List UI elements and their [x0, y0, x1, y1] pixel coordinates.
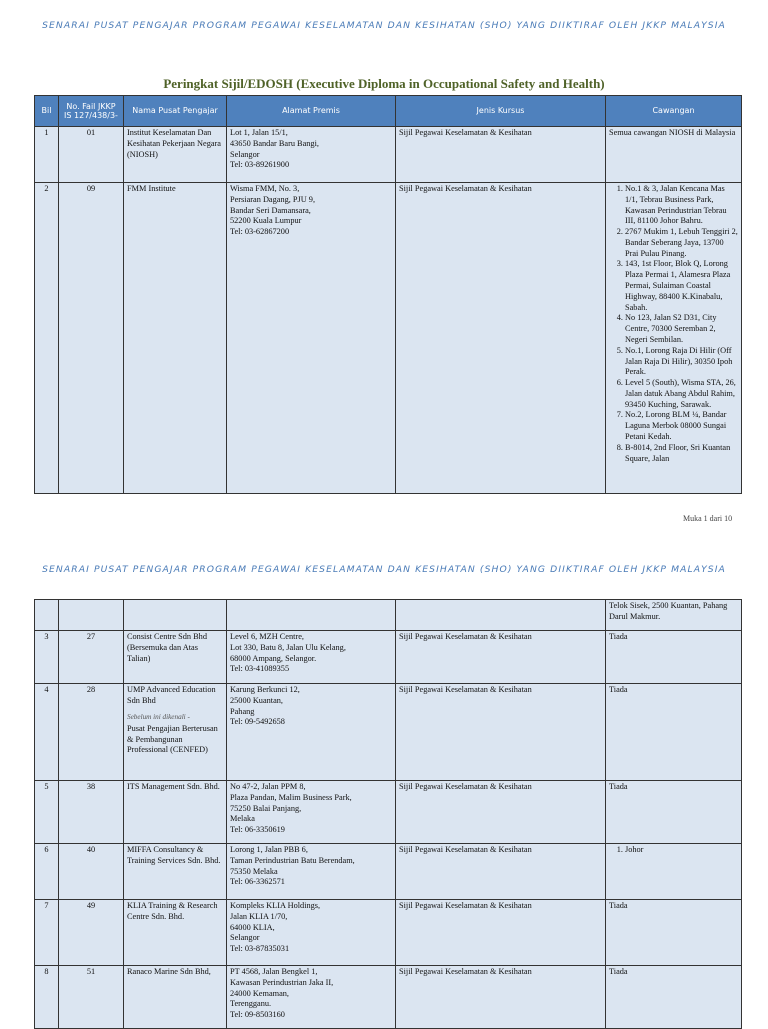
- cell-file-no: 51: [59, 966, 124, 1029]
- col-header-address: Alamat Premis: [227, 96, 396, 127]
- cell-name: MIFFA Consultancy & Training Services Sdn. Bhd.: [124, 844, 227, 900]
- address-line: Melaka: [230, 814, 255, 824]
- address-line: Tel: 03-62867200: [230, 227, 290, 237]
- table-row: [35, 631, 742, 684]
- table-row: [35, 600, 742, 631]
- address-line: Pahang: [230, 706, 255, 716]
- address-line: 68000 Ampang, Selangor.: [230, 653, 317, 663]
- center-name: UMP Advanced Education Sdn Bhd: [127, 685, 216, 705]
- address-line: Persiaran Dagang, PJU 9,: [230, 194, 316, 204]
- cell-bil: 5: [35, 781, 59, 844]
- cell-address: [227, 684, 396, 781]
- branch-item: 1. No.1 & 3, Jalan Kencana Mas 1/1, Tebrau Business Park, Kawasan Perindustrian Tebrau III, 81100 Johor Bahru.: [625, 184, 738, 227]
- address-line: Karung Berkunci 12,: [230, 685, 300, 694]
- address-line: PT 4568, Jalan Bengkel 1,: [230, 967, 318, 976]
- table-header-row: [35, 96, 742, 127]
- address-line: Lot 1, Jalan 15/1,: [230, 128, 288, 137]
- col-header-course: Jenis Kursus: [396, 96, 606, 127]
- branch-item: 5. No.1, Lorong Raja Di Hilir (Off Jalan Raja Di Hilir), 30350 Ipoh Perak.: [625, 346, 738, 378]
- address-line: 24000 Kemaman,: [230, 988, 289, 998]
- cell-bil: 2: [35, 183, 59, 494]
- address-line: Selangor: [230, 149, 260, 159]
- cell-branch: Tiada: [606, 900, 742, 966]
- cell-course: Sijil Pegawai Keselamatan & Kesihatan: [396, 781, 606, 844]
- col-header-bil: Bil: [35, 96, 59, 127]
- branch-item: 3. 143, 1st Floor, Blok Q, Lorong Plaza Permai 1, Alamesra Plaza Permai, Sulaiman Coastal Highway, 88400 K.Kinabalu, Sabah.: [625, 259, 738, 313]
- cell-address: [227, 127, 396, 183]
- cell-bil: 4: [35, 684, 59, 781]
- address-line: 75350 Melaka: [230, 866, 278, 876]
- table-row: [35, 844, 742, 900]
- cell-name: FMM Institute: [124, 183, 227, 494]
- cell-branch-continuation: Telok Sisek, 2500 Kuantan, Pahang Darul Makmur.: [606, 600, 742, 631]
- cell-course: Sijil Pegawai Keselamatan & Kesihatan: [396, 127, 606, 183]
- table-row: [35, 966, 742, 1029]
- table-row: [35, 781, 742, 844]
- cell-branch: [606, 844, 742, 900]
- cell-address: [227, 631, 396, 684]
- branch-item: 6. Level 5 (South), Wisma STA, 26, Jalan datuk Abang Abdul Rahim, 93450 Kuching, Sarawak.: [625, 378, 738, 410]
- cell-address: [227, 183, 396, 494]
- address-line: Kawasan Perindustrian Jaka II,: [230, 977, 334, 987]
- branch-list: [609, 184, 738, 464]
- cell-branch: Tiada: [606, 966, 742, 1029]
- address-line: No 47-2, Jalan PPM 8,: [230, 782, 306, 791]
- cell-address: [227, 844, 396, 900]
- cell-file-no: 28: [59, 684, 124, 781]
- cell-address: [227, 900, 396, 966]
- col-header-name: Nama Pusat Pengajar: [124, 96, 227, 127]
- cell-name: Ranaco Marine Sdn Bhd,: [124, 966, 227, 1029]
- cell-course: Sijil Pegawai Keselamatan & Kesihatan: [396, 966, 606, 1029]
- address-line: 43650 Bandar Baru Bangi,: [230, 138, 319, 148]
- cell-file-no: 27: [59, 631, 124, 684]
- cell-course: Sijil Pegawai Keselamatan & Kesihatan: [396, 684, 606, 781]
- cell-address: [227, 966, 396, 1029]
- branch-item: 8. B-8014, 2nd Floor, Sri Kuantan Square, Jalan: [625, 443, 738, 465]
- cell-branch: Tiada: [606, 631, 742, 684]
- address-line: Terengganu.: [230, 999, 272, 1009]
- cell-course: Sijil Pegawai Keselamatan & Kesihatan: [396, 631, 606, 684]
- cell-bil: 1: [35, 127, 59, 183]
- cell-name: [124, 684, 227, 781]
- former-name: Pusat Pengajian Berterusan & Pembangunan Professional (CENFED): [127, 723, 218, 755]
- address-line: Plaza Pandan, Malim Business Park,: [230, 792, 352, 802]
- address-line: Jalan KLIA 1/70,: [230, 911, 288, 921]
- cell-course: Sijil Pegawai Keselamatan & Kesihatan: [396, 900, 606, 966]
- cell-file-no: 38: [59, 781, 124, 844]
- address-line: 64000 KLIA,: [230, 922, 275, 932]
- col-header-file-no: No. Fail JKKP IS 127/438/3-: [59, 96, 124, 127]
- table-row: [35, 684, 742, 781]
- page-header: SENARAI PUSAT PENGAJAR PROGRAM PEGAWAI KESELAMATAN DAN KESIHATAN (SHO) YANG DIIKTIRAF OLEH JKKP MALAYSIA: [42, 20, 726, 31]
- cell-branch: Tiada: [606, 781, 742, 844]
- address-line: Tel: 06-3350619: [230, 825, 285, 835]
- cell-course: Sijil Pegawai Keselamatan & Kesihatan: [396, 844, 606, 900]
- address-line: Tel: 09-8503160: [230, 1010, 285, 1020]
- col-header-branch: Cawangan: [606, 96, 742, 127]
- address-line: 75250 Balai Panjang,: [230, 803, 302, 813]
- cell-bil: 7: [35, 900, 59, 966]
- cell-branch: Semua cawangan NIOSH di Malaysia: [606, 127, 742, 183]
- cell-name: ITS Management Sdn. Bhd.: [124, 781, 227, 844]
- address-line: Kompleks KLIA Holdings,: [230, 901, 321, 910]
- address-line: Tel: 03-41089355: [230, 664, 290, 674]
- branch-item: 7. No.2, Lorong BLM ¼, Bandar Laguna Merbok 08000 Sungai Petani Kedah.: [625, 410, 738, 442]
- branch-list: [609, 845, 738, 856]
- training-centers-table: [34, 95, 742, 494]
- cell-bil: 8: [35, 966, 59, 1029]
- cell-name: Institut Keselamatan Dan Kesihatan Pekerjaan Negara (NIOSH): [124, 127, 227, 183]
- address-line: Wisma FMM, No. 3,: [230, 184, 300, 193]
- address-line: Bandar Seri Damansara,: [230, 205, 311, 215]
- address-line: Tel: 09-5492658: [230, 717, 285, 727]
- cell-file-no: 49: [59, 900, 124, 966]
- address-line: 52200 Kuala Lumpur: [230, 216, 302, 226]
- address-line: 25000 Kuantan,: [230, 695, 283, 705]
- cell-file-no: 09: [59, 183, 124, 494]
- address-line: Tel: 06-3362571: [230, 877, 285, 887]
- cell-branch: [606, 183, 742, 494]
- cell-file-no: 01: [59, 127, 124, 183]
- cell-bil: 6: [35, 844, 59, 900]
- former-name-note: Sebelum ini dikenali -: [127, 712, 190, 721]
- cell-name: KLIA Training & Research Centre Sdn. Bhd.: [124, 900, 227, 966]
- section-title: Peringkat Sijil/EDOSH (Executive Diploma in Occupational Safety and Health): [163, 76, 605, 91]
- branch-item: 1. Johor: [625, 845, 738, 856]
- address-line: Lorong 1, Jalan PBB 6,: [230, 845, 308, 854]
- table-row: [35, 127, 742, 183]
- address-line: Lot 330, Batu 8, Jalan Ulu Kelang,: [230, 642, 346, 652]
- cell-course: Sijil Pegawai Keselamatan & Kesihatan: [396, 183, 606, 494]
- cell-address: [227, 781, 396, 844]
- cell-name: Consist Centre Sdn Bhd (Bersemuka dan Atas Talian): [124, 631, 227, 684]
- table-row: [35, 900, 742, 966]
- page-number: Muka 1 dari 10: [683, 514, 733, 523]
- branch-item: 2. 2767 Mukim 1, Lebuh Tenggiri 2, Bandar Seberang Jaya, 13700 Prai Pulau Pinang.: [625, 227, 738, 259]
- address-line: Selangor: [230, 933, 260, 943]
- training-centers-table-continued: [34, 599, 742, 1029]
- cell-branch: Tiada: [606, 684, 742, 781]
- cell-file-no: 40: [59, 844, 124, 900]
- table-row: [35, 183, 742, 494]
- branch-item: 4. No 123, Jalan S2 D31, City Centre, 70300 Seremban 2, Negeri Sembilan.: [625, 313, 738, 345]
- page-header: SENARAI PUSAT PENGAJAR PROGRAM PEGAWAI KESELAMATAN DAN KESIHATAN (SHO) YANG DIIKTIRAF OLEH JKKP MALAYSIA: [42, 564, 726, 575]
- address-line: Tel: 03-87835031: [230, 944, 290, 954]
- cell-bil: 3: [35, 631, 59, 684]
- address-line: Tel: 03-89261900: [230, 160, 290, 170]
- address-line: Level 6, MZH Centre,: [230, 632, 304, 641]
- address-line: Taman Perindustrian Batu Berendam,: [230, 855, 355, 865]
